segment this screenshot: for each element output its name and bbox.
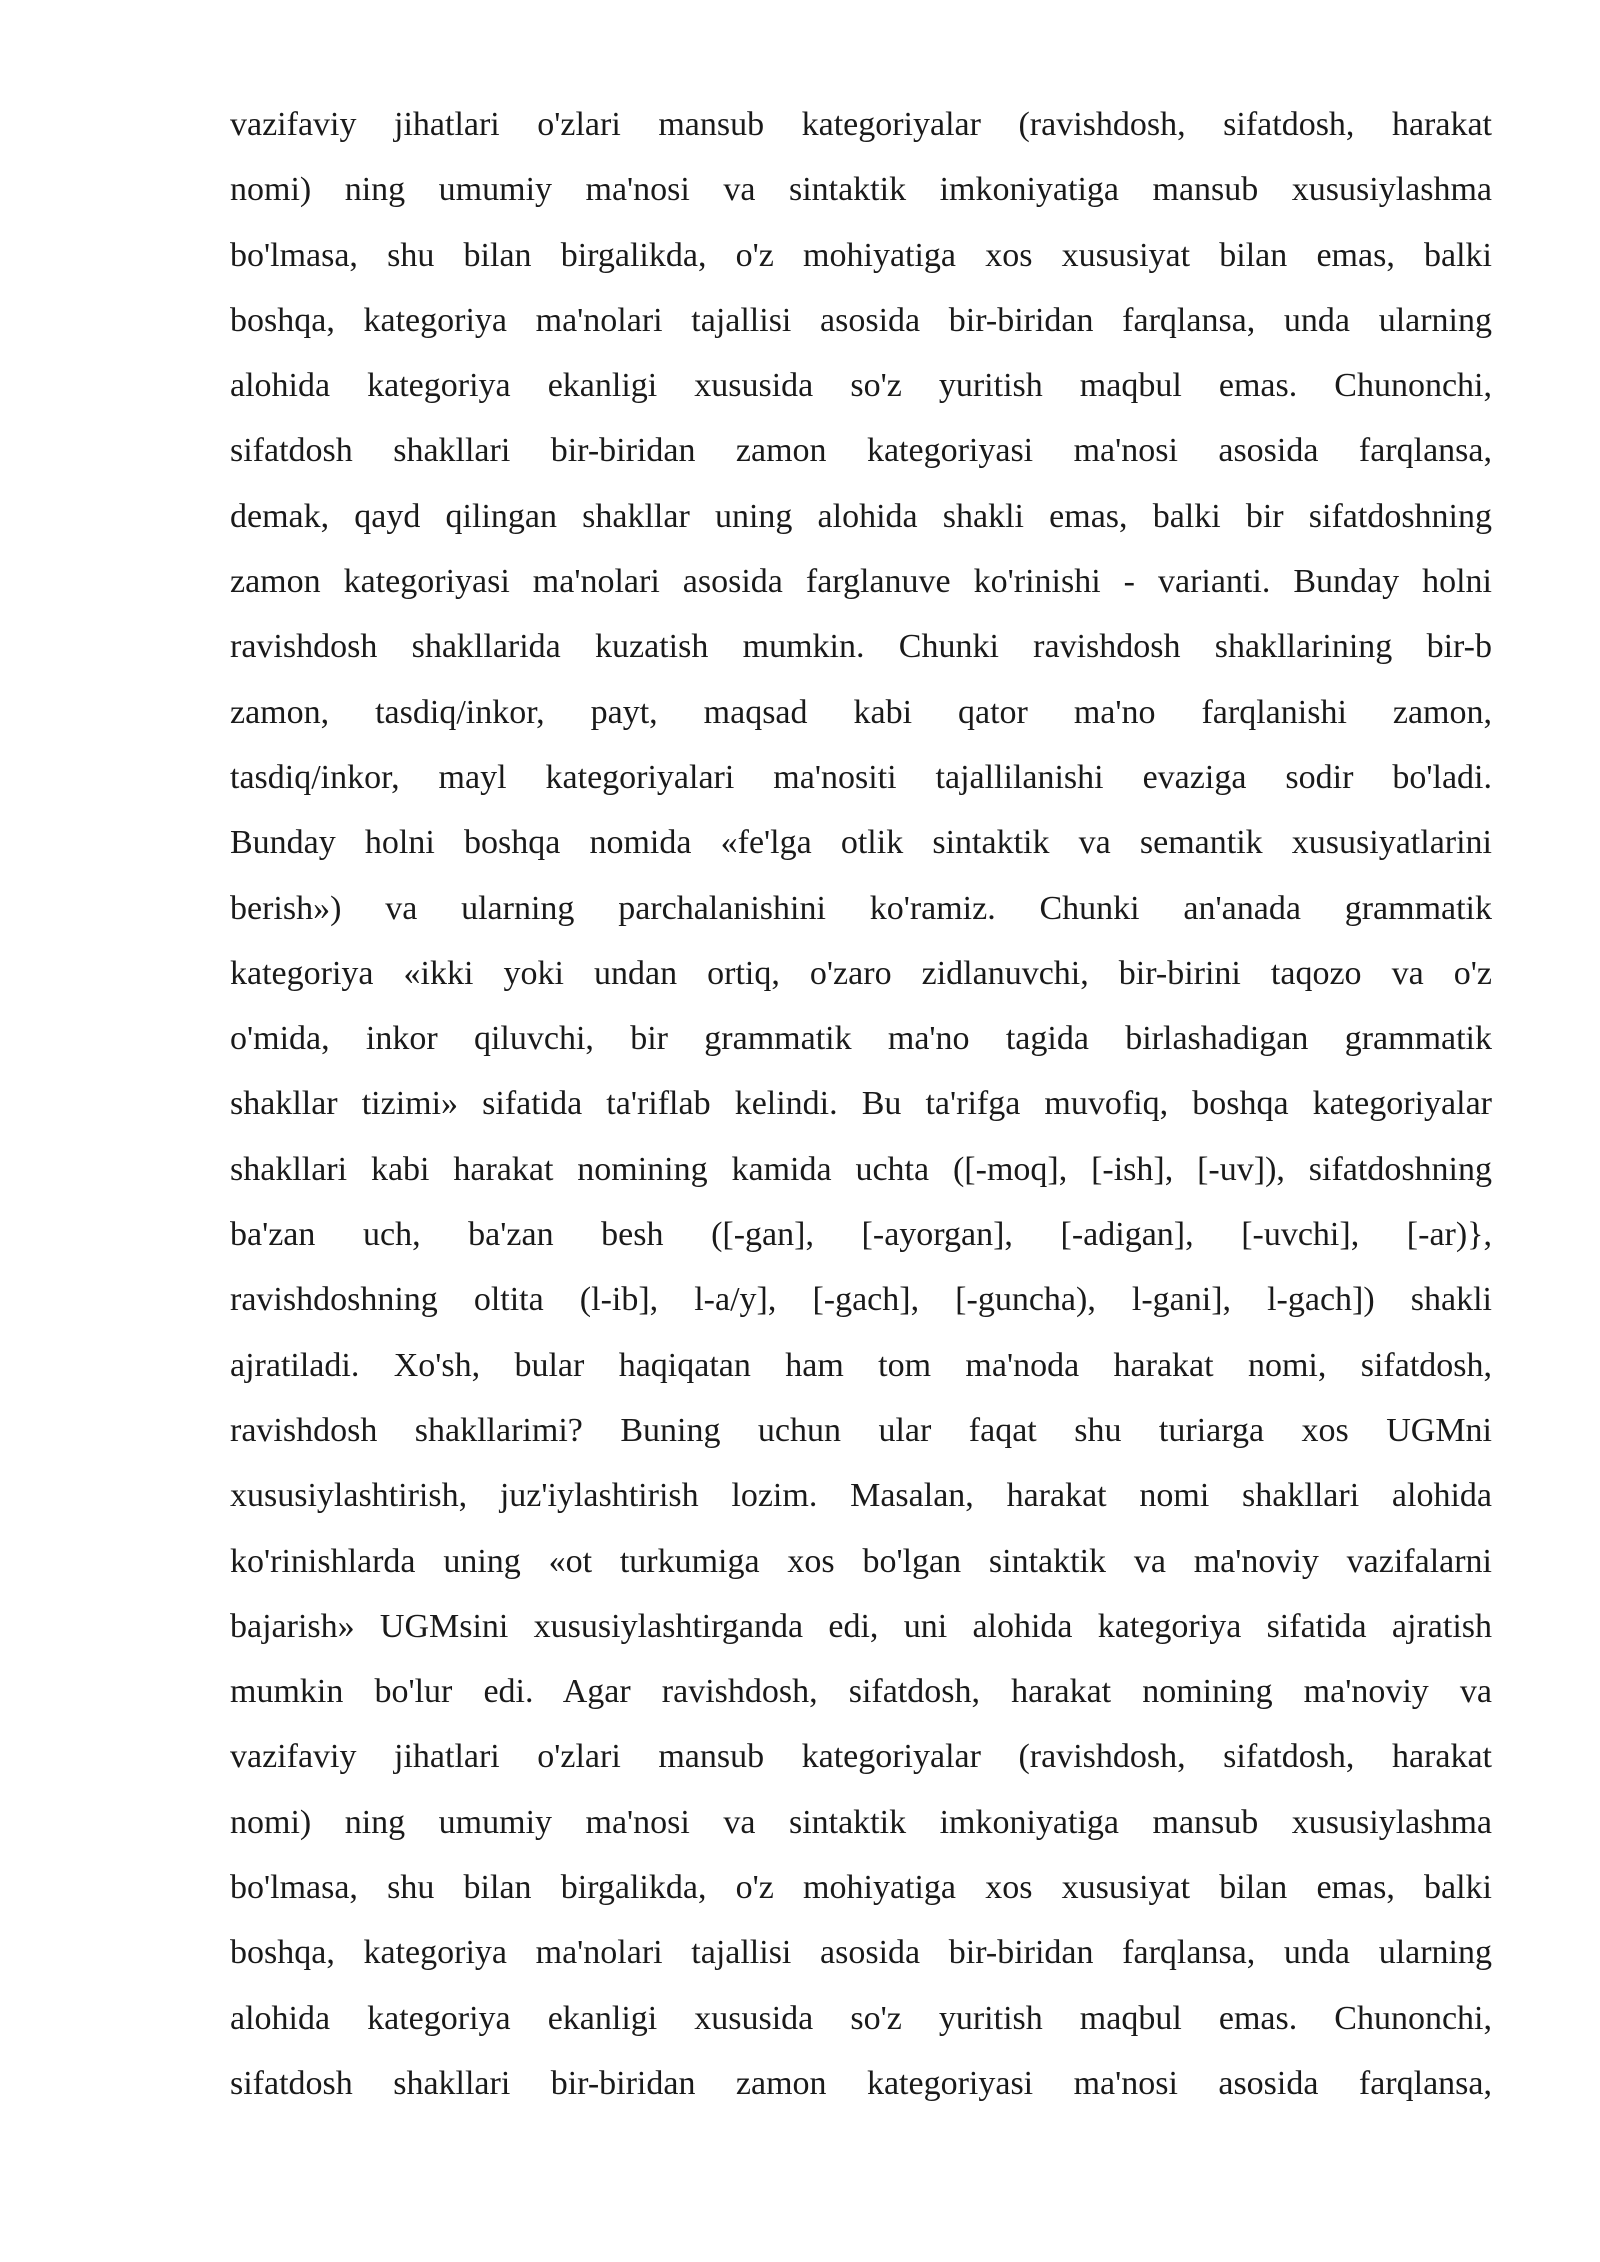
- text-line: berish») va ularning parchalanishini ko'ramiz. Chunki an'anada grammatik: [230, 889, 1492, 927]
- text-line: ravishdosh shakllarida kuzatish mumkin. Chunki ravishdosh shakllarining bir-b: [230, 628, 1492, 666]
- text-line: o'mida, inkor qiluvchi, bir grammatik ma'no tagida birlashadigan grammatik: [230, 1020, 1492, 1058]
- text-line: kategoriya «ikki yoki undan ortiq, o'zaro zidlanuvchi, bir-birini taqozo va o'z: [230, 954, 1492, 992]
- text-line: shakllari kabi harakat nomining kamida uchta ([-moq], [-ish], [-uv]), sifatdoshning: [230, 1150, 1492, 1188]
- text-line: shakllar tizimi» sifatida ta'riflab kelindi. Bu ta'rifga muvofiq, boshqa kategoriyalar: [230, 1085, 1492, 1123]
- text-line: zamon, tasdiq/inkor, payt, maqsad kabi qator ma'no farqlanishi zamon,: [230, 693, 1492, 731]
- text-line: ba'zan uch, ba'zan besh ([-gan], [-ayorgan], [-adigan], [-uvchi], [-ar)},: [230, 1216, 1492, 1254]
- text-line: demak, qayd qilingan shakllar uning alohida shakli emas, balki bir sifatdoshning: [230, 497, 1492, 535]
- text-line: ko'rinishlarda uning «ot turkumiga xos bo'lgan sintaktik va ma'noviy vazifalarni: [230, 1542, 1492, 1580]
- text-line: ravishdosh shakllarimi? Buning uchun ular faqat shu turiarga xos UGMni: [230, 1411, 1492, 1449]
- text-line: zamon kategoriyasi ma'nolari asosida farglanuve ko'rinishi - varianti. Bunday holni: [230, 563, 1492, 601]
- text-line: alohida kategoriya ekanligi xususida so'z yuritish maqbul emas. Chunonchi,: [230, 1999, 1492, 2037]
- text-line: boshqa, kategoriya ma'nolari tajallisi asosida bir-biridan farqlansa, unda ularning: [230, 301, 1492, 339]
- text-line: bajarish» UGMsini xususiylashtirganda edi, uni alohida kategoriya sifatida ajratish: [230, 1607, 1492, 1645]
- body-paragraph: [230, 92, 1492, 2116]
- text-line: vazifaviy jihatlari o'zlari mansub kategoriyalar (ravishdosh, sifatdosh, harakat: [230, 1738, 1492, 1776]
- text-line: bo'lmasa, shu bilan birgalikda, o'z mohiyatiga xos xususiyat bilan emas, balki: [230, 1869, 1492, 1907]
- text-line: bo'lmasa, shu bilan birgalikda, o'z mohiyatiga xos xususiyat bilan emas, balki: [230, 236, 1492, 274]
- text-line: xususiylashtirish, juz'iylashtirish lozim. Masalan, harakat nomi shakllari alohida: [230, 1477, 1492, 1515]
- text-line: vazifaviy jihatlari o'zlari mansub kategoriyalar (ravishdosh, sifatdosh, harakat: [230, 106, 1492, 143]
- text-line: mumkin bo'lur edi. Agar ravishdosh, sifatdosh, harakat nomining ma'noviy va: [230, 1673, 1492, 1711]
- text-line: ravishdoshning oltita (l-ib], l-a/y], [-gach], [-guncha), l-gani], l-gach]) shakli: [230, 1281, 1492, 1319]
- text-line: sifatdosh shakllari bir-biridan zamon kategoriyasi ma'nosi asosida farqlansa,: [230, 2064, 1492, 2102]
- text-line: alohida kategoriya ekanligi xususida so'z yuritish maqbul emas. Chunonchi,: [230, 367, 1492, 405]
- text-line: Bunday holni boshqa nomida «fe'lga otlik sintaktik va semantik xususiyatlarini: [230, 824, 1492, 862]
- text-line: sifatdosh shakllari bir-biridan zamon kategoriyasi ma'nosi asosida farqlansa,: [230, 432, 1492, 470]
- text-line: tasdiq/inkor, mayl kategoriyalari ma'nositi tajallilanishi evaziga sodir bo'ladi.: [230, 758, 1492, 796]
- text-line: boshqa, kategoriya ma'nolari tajallisi asosida bir-biridan farqlansa, unda ularning: [230, 1934, 1492, 1972]
- text-line: ajratiladi. Xo'sh, bular haqiqatan ham tom ma'noda harakat nomi, sifatdosh,: [230, 1346, 1492, 1384]
- text-line: nomi) ning umumiy ma'nosi va sintaktik imkoniyatiga mansub xususiylashma: [230, 1803, 1492, 1841]
- text-line: nomi) ning umumiy ma'nosi va sintaktik imkoniyatiga mansub xususiylashma: [230, 171, 1492, 209]
